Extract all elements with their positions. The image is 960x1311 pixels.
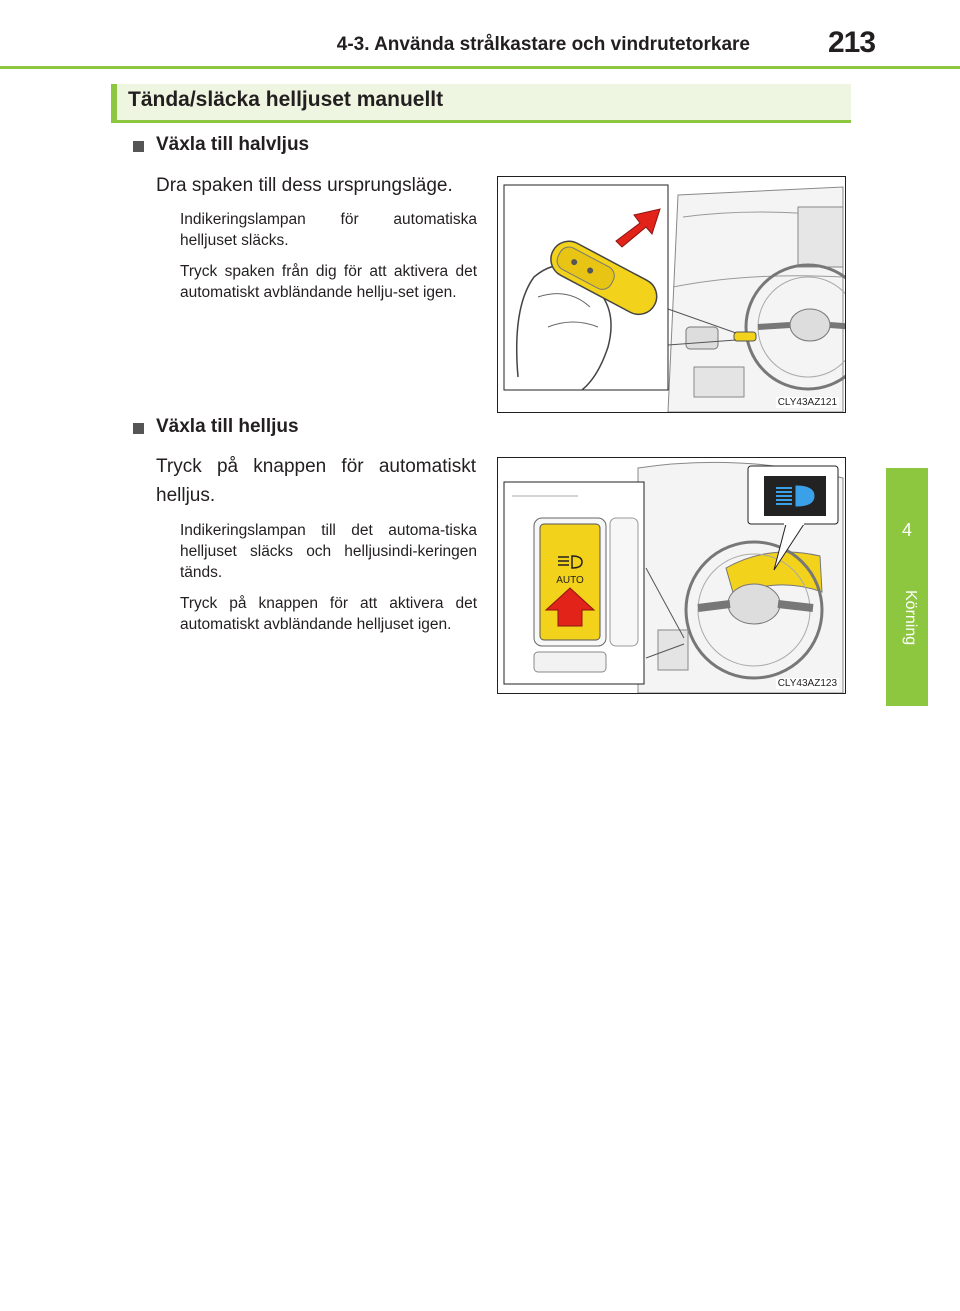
- figure-code-2: CLY43AZ123: [777, 678, 837, 689]
- square-bullet-icon: [133, 141, 144, 152]
- subsection-title-low-beam: Växla till halvljus: [156, 134, 310, 155]
- page-number: 213: [828, 26, 876, 59]
- square-bullet-icon: [133, 423, 144, 434]
- side-tab-label: Körning: [902, 590, 919, 646]
- chapter-title: 4-3. Använda strålkastare och vindrutetorkare: [336, 34, 750, 55]
- figure-lever-illustration: [497, 176, 846, 413]
- header-rule: [0, 66, 960, 69]
- auto-button-label: AUTO: [556, 575, 584, 586]
- section-title: Tända/släcka helljuset manuellt: [128, 88, 444, 111]
- instruction-high-beam: Tryck på knappen för automatiskt helljus.: [156, 456, 476, 506]
- instruction-low-beam: Dra spaken till dess ursprungsläge.: [156, 175, 453, 196]
- figure-code-1: CLY43AZ121: [777, 397, 837, 408]
- subsection-title-high-beam: Växla till helljus: [156, 416, 299, 437]
- figure-auto-button-illustration: [497, 457, 846, 694]
- side-tab-number: 4: [901, 520, 912, 540]
- note-low-beam-1: Indikeringslampan för automatiska helljuset släcks.: [180, 211, 477, 249]
- section-heading-underline: [111, 120, 851, 123]
- note-high-beam-1: Indikeringslampan till det automa-tiska helljuset släcks och helljusindi-keringen tänds.: [180, 522, 477, 581]
- chapter-side-tab: [886, 468, 928, 706]
- note-high-beam-2: Tryck på knappen för att aktivera det automatiskt avbländande helljuset igen.: [180, 595, 477, 633]
- note-low-beam-2: Tryck spaken från dig för att aktivera det automatiskt avbländande hellju-set igen.: [180, 263, 477, 301]
